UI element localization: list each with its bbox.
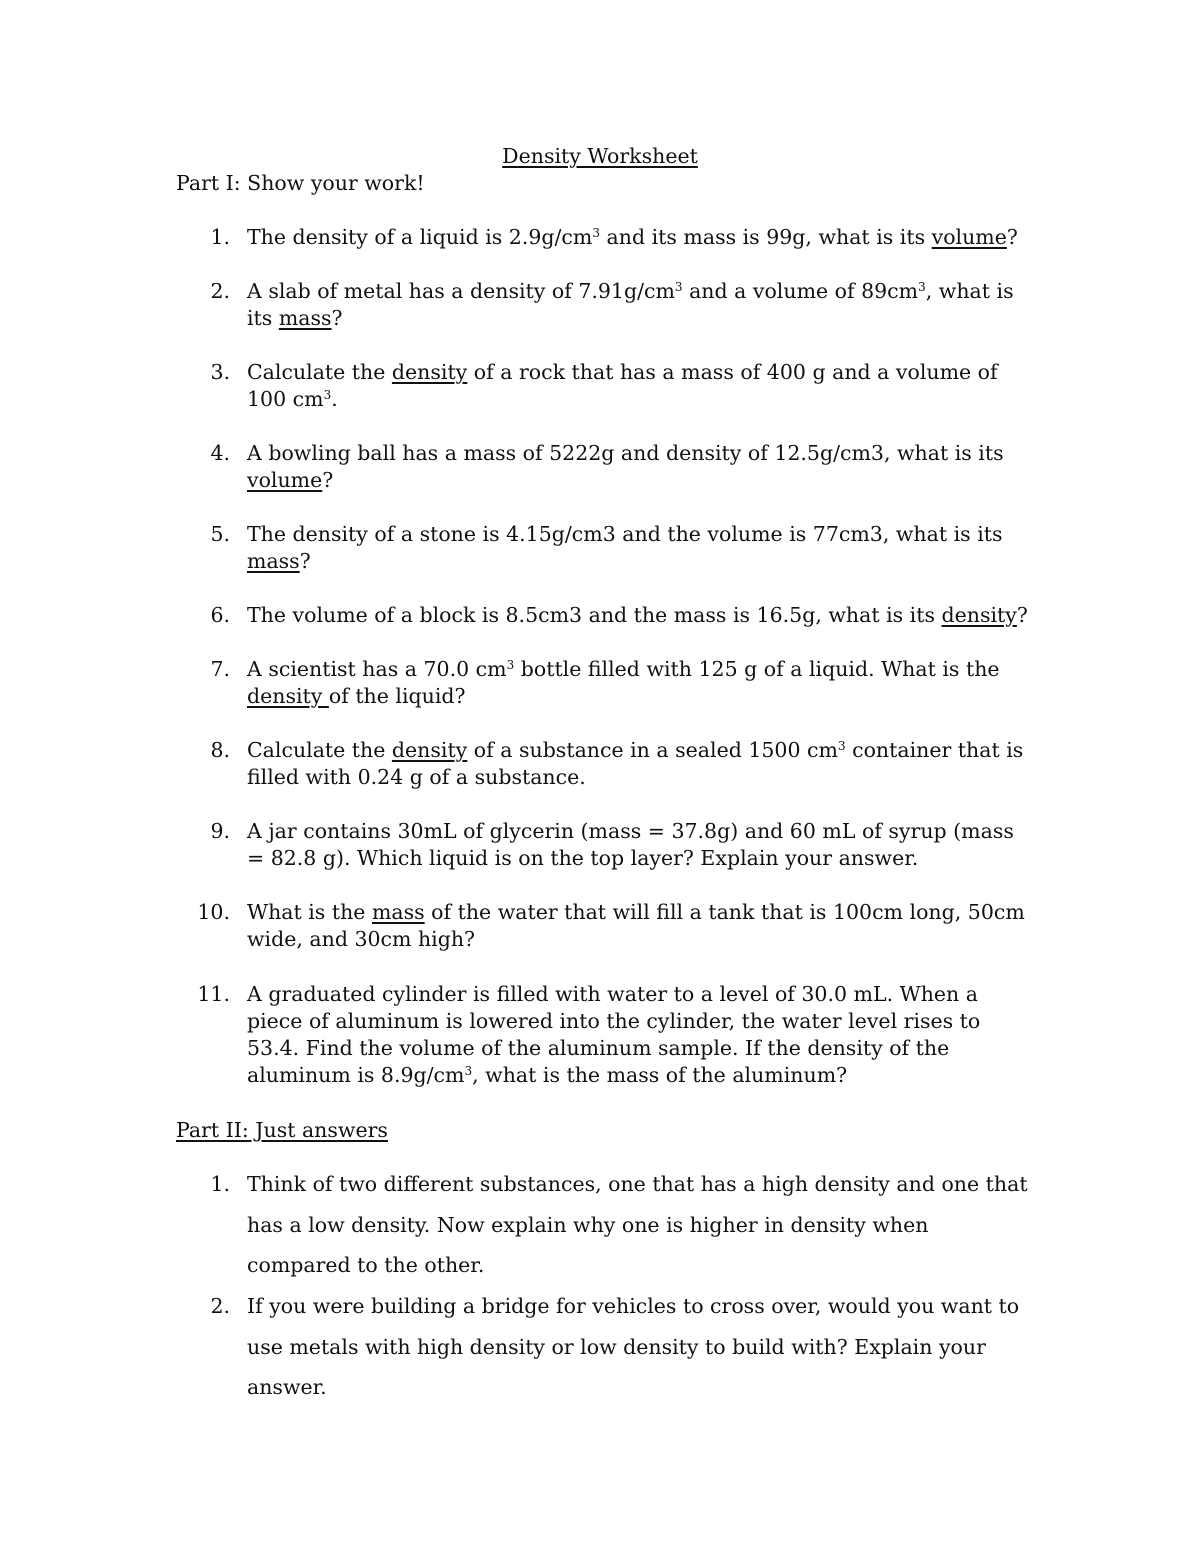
question-number: 1. xyxy=(210,1172,230,1196)
text-segment: Calculate the xyxy=(247,360,392,384)
underlined-term: mass xyxy=(247,549,300,573)
question-text xyxy=(247,224,1037,251)
question-number: 6. xyxy=(210,603,230,627)
question-text xyxy=(247,278,1037,332)
text-segment: If you were building a bridge for vehicles to cross over, would you want to use metals with high density or low density to build with? Explain your answer. xyxy=(247,1294,1020,1399)
text-segment: of the water that will fill a tank that is 100cm long, 50cm wide, and 30cm high? xyxy=(247,900,1025,951)
question-number: 9. xyxy=(210,819,230,843)
text-segment: , what is its xyxy=(247,279,1014,330)
text-segment: ? xyxy=(331,306,343,330)
text-segment: The density of a stone is 4.15g/cm3 and the volume is 77cm3, what is its xyxy=(247,522,1003,546)
text-segment: Think of two different substances, one that has a high density and one that has a low density. Now explain why one is higher in density when compared to the other. xyxy=(247,1172,1028,1277)
text-segment: The volume of a block is 8.5cm3 and the mass is 16.5g, what is its xyxy=(247,603,942,627)
underlined-term: volume xyxy=(931,225,1007,249)
text-segment: A jar contains 30mL of glycerin (mass = 37.8g) and 60 mL of syrup (mass = 82.8 g). Which liquid is on the top layer? Explain your answer. xyxy=(247,819,1014,870)
question-text xyxy=(247,521,1037,575)
text-segment: bottle filled with 125 g of a liquid. What is the xyxy=(514,657,1000,681)
superscript: 3 xyxy=(918,280,926,294)
question-text xyxy=(247,981,1037,1089)
text-segment: A bowling ball has a mass of 5222g and density of 12.5g/cm3, what is its xyxy=(247,441,1004,465)
text-segment: ? xyxy=(1016,603,1028,627)
text-segment: ? xyxy=(322,468,334,492)
text-segment: A scientist has a 70.0 cm xyxy=(247,657,507,681)
superscript: 3 xyxy=(506,658,515,672)
question-number: 10. xyxy=(197,900,230,924)
part2-heading: Part II: Just answers xyxy=(176,1118,388,1142)
text-segment: A graduated cylinder is filled with water to a level of 30.0 mL. When a piece of aluminum is lowered into the cylinder, the water level rises to 53.4. Find the volume of the aluminum sample. If the density of the aluminum is 8.9g/cm xyxy=(247,982,981,1087)
text-segment: ? xyxy=(1006,225,1018,249)
question-number: 1. xyxy=(210,225,230,249)
text-segment: of the liquid? xyxy=(328,684,466,708)
question-number: 2. xyxy=(210,1294,230,1318)
question-text xyxy=(247,737,1037,791)
superscript: 3 xyxy=(323,388,332,402)
question-text xyxy=(247,818,1037,872)
underlined-term: mass xyxy=(278,306,332,330)
text-segment: of a substance in a sealed 1500 cm xyxy=(467,738,838,762)
question-number: 2. xyxy=(210,279,230,303)
superscript: 3 xyxy=(674,280,683,294)
question-text xyxy=(247,1286,1037,1408)
superscript: 3 xyxy=(837,739,846,753)
text-segment: , what is the mass of the aluminum? xyxy=(472,1063,848,1087)
underlined-term: density xyxy=(941,603,1017,627)
question-text xyxy=(247,1164,1037,1286)
question-number: 7. xyxy=(210,657,230,681)
question-text xyxy=(247,602,1037,629)
question-number: 8. xyxy=(210,738,230,762)
question-number: 4. xyxy=(210,441,230,465)
text-segment: A slab of metal has a density of 7.91g/cm xyxy=(247,279,675,303)
question-text xyxy=(247,440,1037,494)
text-segment: Calculate the xyxy=(247,738,392,762)
question-number: 11. xyxy=(197,982,230,1006)
text-segment: . xyxy=(331,387,338,411)
underlined-term: density xyxy=(391,738,468,762)
underlined-term: mass xyxy=(371,900,425,924)
part1-heading: Part I: Show your work! xyxy=(176,171,425,195)
superscript: 3 xyxy=(464,1064,473,1078)
text-segment: and its mass is 99g, what is its xyxy=(600,225,932,249)
page-title: Density Worksheet xyxy=(502,144,698,168)
text-segment: and a volume of 89cm xyxy=(682,279,919,303)
question-text xyxy=(247,656,1037,710)
question-number: 3. xyxy=(210,360,230,384)
underlined-term: volume xyxy=(247,468,323,492)
text-segment: The density of a liquid is 2.9g/cm xyxy=(247,225,593,249)
question-text xyxy=(247,359,1037,413)
superscript: 3 xyxy=(592,226,600,240)
question-text xyxy=(247,899,1037,953)
text-segment: of a rock that has a mass of 400 g and a volume of 100 cm xyxy=(247,360,998,411)
question-number: 5. xyxy=(210,522,230,546)
underlined-term: density xyxy=(391,360,468,384)
underlined-term: density xyxy=(247,684,329,708)
text-segment: container that is filled with 0.24 g of a substance. xyxy=(247,738,1024,789)
text-segment: ? xyxy=(299,549,311,573)
text-segment: What is the xyxy=(247,900,372,924)
